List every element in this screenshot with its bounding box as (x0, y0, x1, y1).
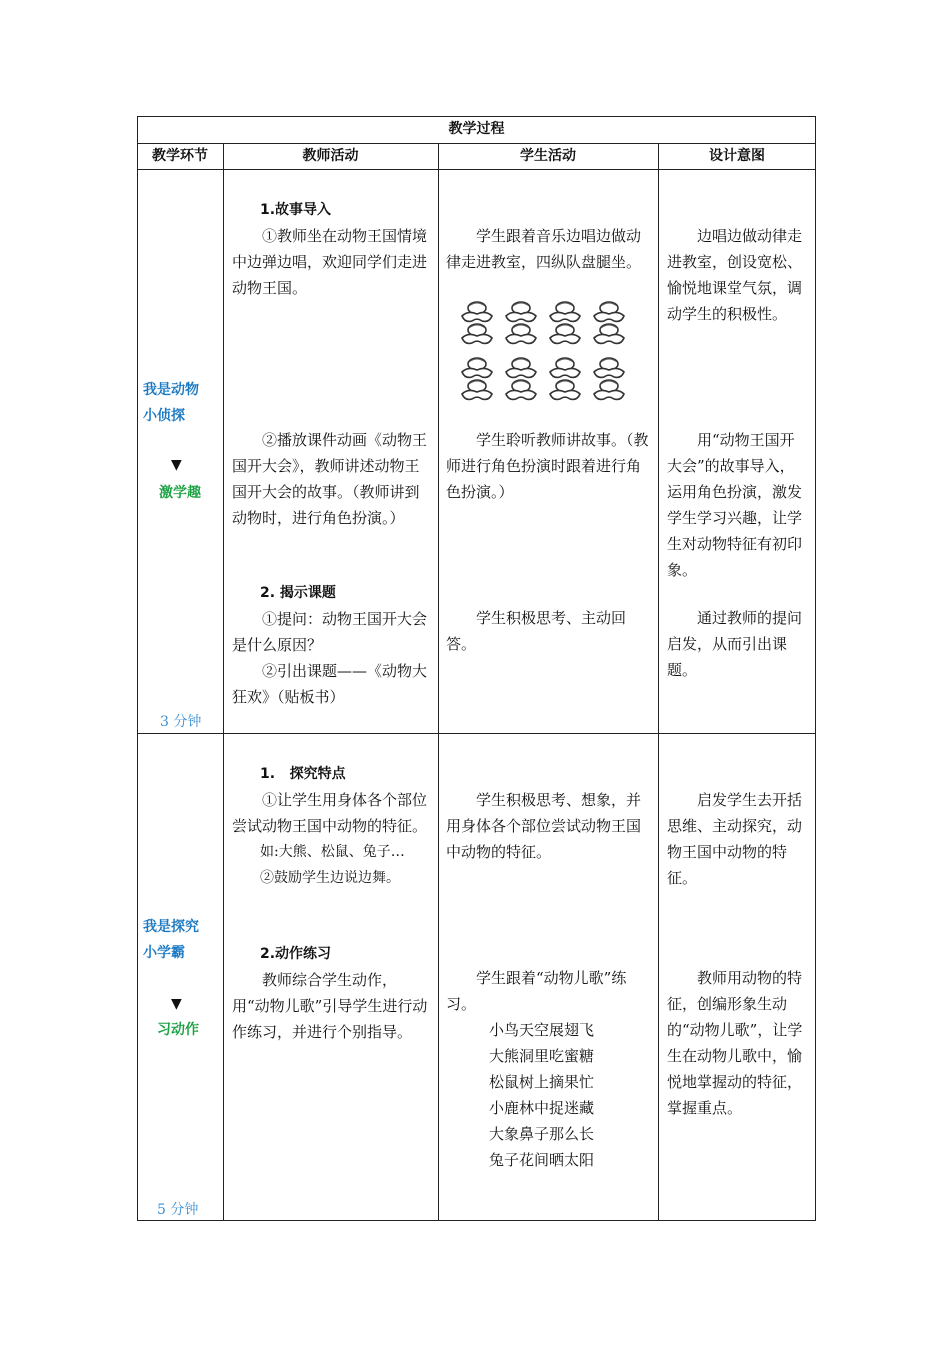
seated-child-icon (550, 324, 580, 343)
animal-song-poem: 小鸟天空展翅飞 大熊洞里吃蜜糖 松鼠树上摘果忙 小鹿林中捉迷藏 大象鼻子那么长 兔子花间晒太阳 (489, 1021, 595, 1169)
seated-child-icon (462, 358, 492, 377)
seated-child-icon (594, 358, 624, 377)
seated-child-icon (550, 302, 580, 321)
down-arrow-icon: ▼ (171, 457, 182, 473)
seated-child-icon (550, 380, 580, 399)
teacher-activity-1: 1.故事导入 ①教师坐在动物王国情境中边弹边唱，欢迎同学们走进动物王国。 (232, 202, 428, 297)
down-arrow-icon: ▼ (171, 996, 182, 1012)
stage-sub-1: 激学趣 (159, 485, 201, 501)
divider (658, 143, 659, 1220)
design-intent-1: 边唱边做动律走进教室，创设宽松、愉悦地课堂气氛，调动学生的积极性。 (667, 227, 803, 323)
seated-child-icon (506, 358, 536, 377)
divider (223, 143, 224, 1220)
seated-child-icon (462, 380, 492, 399)
header-intent: 设计意图 (709, 148, 765, 164)
student-activity-1: 学生跟着音乐边唱边做动律走进教室，四纵队盘腿坐。 (446, 227, 642, 271)
seated-child-icon (506, 324, 536, 343)
design-intent-5: 教师用动物的特征，创编形象生动的“动物儿歌”，让学生在动物儿歌中，愉悦地掌握动的特征，掌握重点。 (667, 969, 803, 1117)
stage-sub-2: 习动作 (157, 1022, 199, 1038)
seated-child-icon (594, 324, 624, 343)
seated-child-icon (506, 380, 536, 399)
stage-time-2: 5 分钟 (157, 1202, 199, 1218)
stage-title-2: 我是探究 小学霸 (143, 919, 199, 961)
student-activity-2: 学生聆听教师讲故事。（教师进行角色扮演时跟着进行角色扮演。） (446, 431, 649, 501)
design-intent-2: 用“动物王国开大会”的故事导入，运用角色扮演，激发学生学习兴趣，让学生对动物特征有初印象。 (667, 431, 803, 579)
divider (137, 169, 816, 170)
divider (137, 733, 816, 734)
student-activity-5: 学生跟着“动物儿歌”练习。 (446, 969, 627, 1013)
teacher-activity-4: 1. 探究特点 ①让学生用身体各个部位尝试动物王国中动物的特征。 如:大熊、松鼠、兔子… ②鼓励学生边说边舞。 (232, 766, 428, 886)
teacher-activity-3: 2. 揭示课题 ①提问：动物王国开大会是什么原因？ ②引出课题——《动物大狂欢》（贴板书） (232, 585, 428, 706)
header-student: 学生活动 (520, 148, 576, 164)
design-intent-4: 启发学生去开括思维、主动探究，动物王国中动物的特征。 (667, 791, 803, 887)
teacher-activity-5: 2.动作练习 教师综合学生动作，用“动物儿歌”引导学生进行动作练习，并进行个别指导。 (232, 946, 428, 1041)
seated-child-icon (462, 302, 492, 321)
stage-title-1: 我是动物 小侦探 (143, 382, 199, 424)
teacher-activity-2: ②播放课件动画《动物王国开大会》，教师讲述动物王国开大会的故事。（教师讲到动物时，进行角色扮演。） (232, 431, 428, 527)
table-title: 教学过程 (448, 121, 505, 137)
seated-child-icon (594, 380, 624, 399)
seating-formation-image (457, 298, 643, 414)
seated-child-icon (594, 302, 624, 321)
seated-child-icon (506, 302, 536, 321)
header-stage: 教学环节 (152, 148, 208, 164)
design-intent-3: 通过教师的提问启发，从而引出课题。 (667, 609, 803, 679)
student-activity-4: 学生积极思考、想象，并用身体各个部位尝试动物王国中动物的特征。 (446, 791, 642, 861)
divider (438, 143, 439, 1220)
header-teacher: 教师活动 (302, 148, 359, 164)
seated-child-icon (550, 358, 580, 377)
stage-time-1: 3 分钟 (160, 714, 202, 730)
seated-child-icon (462, 324, 492, 343)
student-activity-3: 学生积极思考、主动回答。 (446, 609, 627, 653)
